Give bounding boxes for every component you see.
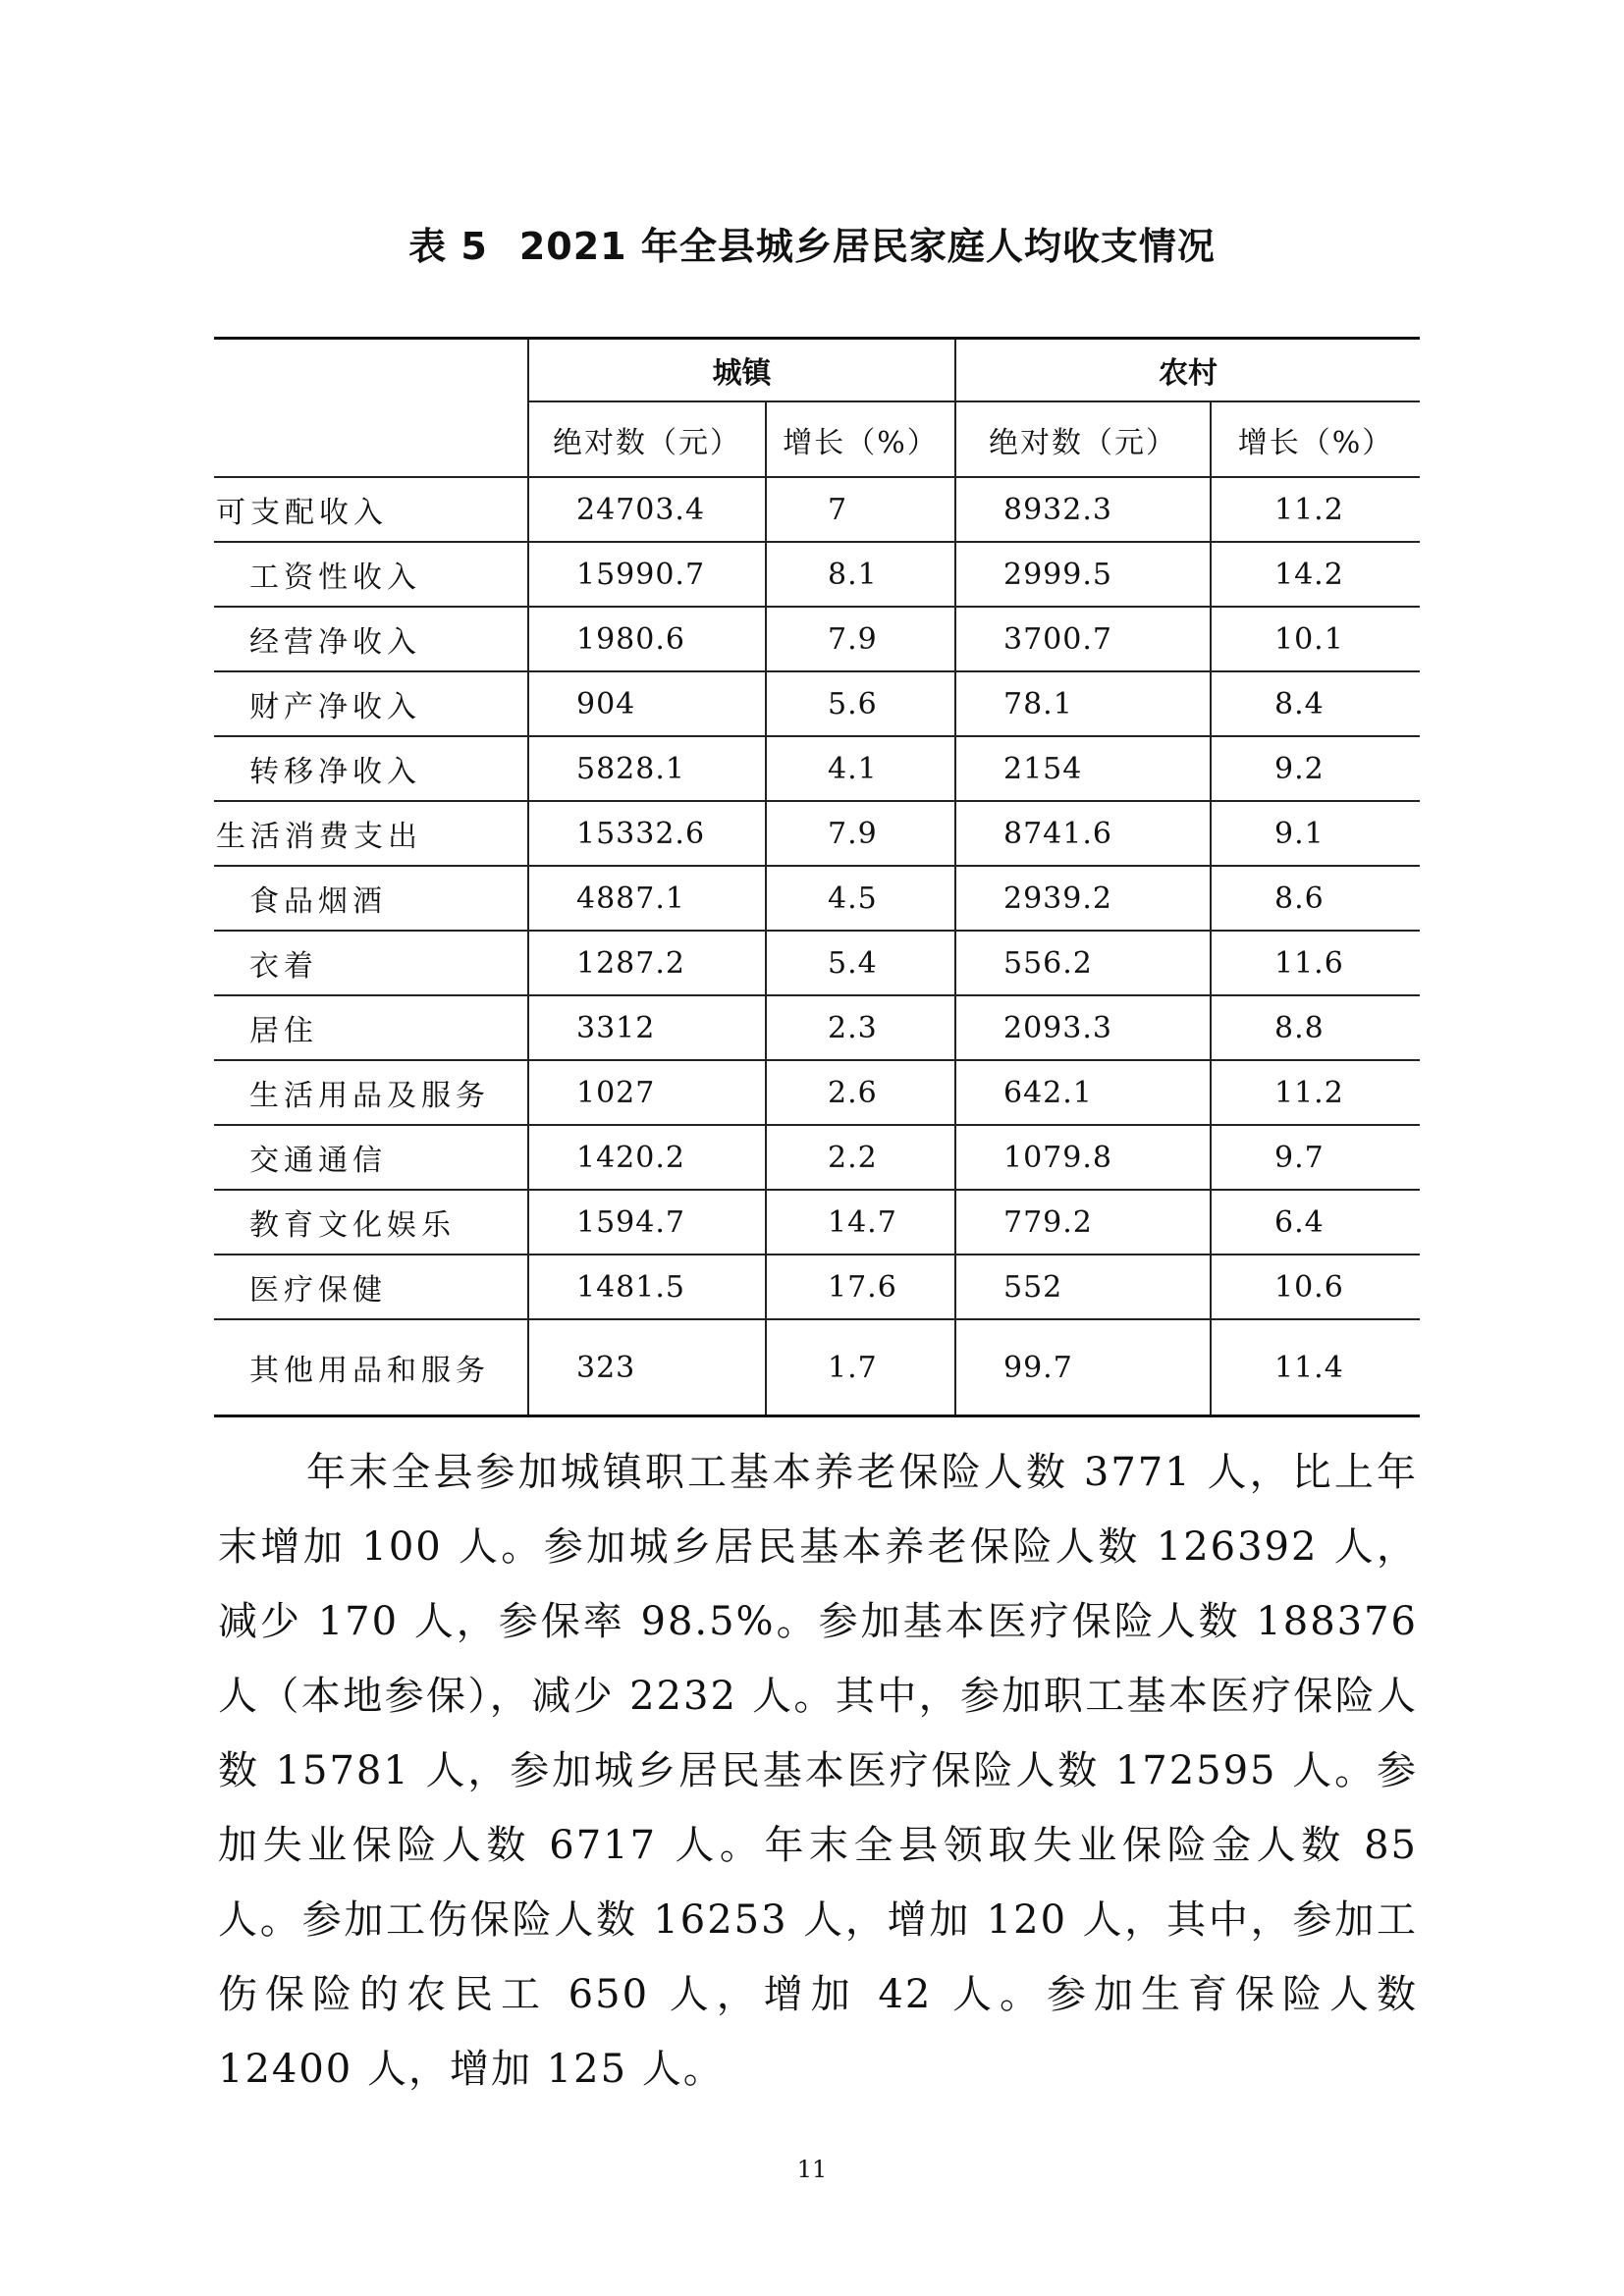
urban-abs-cell: 5828.1 [528, 736, 766, 801]
table-row [214, 736, 1420, 801]
urban-growth-cell: 7.9 [766, 607, 955, 671]
rural-abs-cell: 2093.3 [955, 995, 1211, 1060]
rural-growth-cell: 9.1 [1211, 801, 1420, 866]
table-row [214, 1255, 1420, 1319]
row-label: 工资性收入 [214, 542, 528, 607]
urban-abs-cell: 904 [528, 671, 766, 736]
urban-growth-cell: 4.1 [766, 736, 955, 801]
urban-growth-cell: 2.2 [766, 1125, 955, 1190]
urban-growth-cell: 2.6 [766, 1060, 955, 1125]
urban-growth-cell: 14.7 [766, 1190, 955, 1255]
page-number: 11 [796, 2156, 828, 2183]
urban-growth-cell: 1.7 [766, 1319, 955, 1416]
rural-growth-cell: 10.1 [1211, 607, 1420, 671]
row-label: 生活消费支出 [214, 801, 528, 866]
rural-growth-cell: 11.2 [1211, 477, 1420, 542]
urban-growth-cell: 7 [766, 477, 955, 542]
table-row [214, 931, 1420, 995]
rural-abs-cell: 8741.6 [955, 801, 1211, 866]
rural-abs-cell: 552 [955, 1255, 1211, 1319]
rural-abs-cell: 642.1 [955, 1060, 1211, 1125]
rural-growth-cell: 6.4 [1211, 1190, 1420, 1255]
urban-growth-cell: 2.3 [766, 995, 955, 1060]
corner-cell [214, 339, 528, 478]
urban-growth-cell: 7.9 [766, 801, 955, 866]
table-row [214, 1190, 1420, 1255]
urban-abs-cell: 1481.5 [528, 1255, 766, 1319]
table-row [214, 1319, 1420, 1416]
rural-abs-cell: 2999.5 [955, 542, 1211, 607]
table-row [214, 542, 1420, 607]
row-label: 居住 [214, 995, 528, 1060]
urban-abs-cell: 1027 [528, 1060, 766, 1125]
table-row [214, 866, 1420, 931]
urban-growth-cell: 17.6 [766, 1255, 955, 1319]
rural-growth-header: 增长（%） [1211, 401, 1420, 477]
table-row [214, 671, 1420, 736]
urban-abs-cell: 4887.1 [528, 866, 766, 931]
rural-abs-cell: 2154 [955, 736, 1211, 801]
row-label: 转移净收入 [214, 736, 528, 801]
rural-abs-cell: 779.2 [955, 1190, 1211, 1255]
rural-growth-cell: 11.6 [1211, 931, 1420, 995]
rural-growth-cell: 9.2 [1211, 736, 1420, 801]
rural-abs-cell: 99.7 [955, 1319, 1211, 1416]
table-row [214, 477, 1420, 542]
rural-abs-header: 绝对数（元） [955, 401, 1211, 477]
rural-abs-cell: 78.1 [955, 671, 1211, 736]
rural-growth-cell: 9.7 [1211, 1125, 1420, 1190]
urban-abs-cell: 15990.7 [528, 542, 766, 607]
row-label: 经营净收入 [214, 607, 528, 671]
income-expenditure-table [214, 337, 1420, 1417]
table-row [214, 607, 1420, 671]
row-label: 财产净收入 [214, 671, 528, 736]
table-row [214, 1125, 1420, 1190]
table-number: 表 5 [408, 225, 488, 268]
urban-abs-cell: 323 [528, 1319, 766, 1416]
row-label: 衣着 [214, 931, 528, 995]
table-row [214, 801, 1420, 866]
row-label: 生活用品及服务 [214, 1060, 528, 1125]
rural-growth-cell: 8.8 [1211, 995, 1420, 1060]
rural-abs-cell: 556.2 [955, 931, 1211, 995]
urban-abs-cell: 15332.6 [528, 801, 766, 866]
row-label: 交通通信 [214, 1125, 528, 1190]
row-label: 可支配收入 [214, 477, 528, 542]
row-label: 教育文化娱乐 [214, 1190, 528, 1255]
rural-growth-cell: 11.4 [1211, 1319, 1420, 1416]
group-header-row [214, 339, 1420, 402]
table-row [214, 1060, 1420, 1125]
rural-abs-cell: 3700.7 [955, 607, 1211, 671]
urban-abs-cell: 1420.2 [528, 1125, 766, 1190]
urban-abs-cell: 24703.4 [528, 477, 766, 542]
rural-growth-cell: 8.4 [1211, 671, 1420, 736]
row-label: 其他用品和服务 [214, 1319, 528, 1416]
urban-header: 城镇 [528, 339, 955, 402]
body-paragraph-container [218, 1435, 1418, 2107]
urban-abs-cell: 1594.7 [528, 1190, 766, 1255]
rural-header: 农村 [955, 339, 1420, 402]
urban-abs-cell: 1287.2 [528, 931, 766, 995]
urban-abs-cell: 3312 [528, 995, 766, 1060]
rural-abs-cell: 2939.2 [955, 866, 1211, 931]
urban-growth-cell: 5.6 [766, 671, 955, 736]
body-paragraph: 年末全县参加城镇职工基本养老保险人数 3771 人，比上年末增加 100 人。参加城乡居民基本养老保险人数 126392 人，减少 170 人，参保率 98.5%。参加基本医疗保险人数 188376 人（本地参保），减少 2232 人。其中，参加职工基本医疗保险人数 15781 人，参加城乡居民基本医疗保险人数 172595 人。参加失业保险人数 6717 人。年末全县领取失业保险金人数 85 人。参加工伤保险人数 16253 人，增加 120 人，其中，参加工伤保险的农民工 650 人，增加 42 人。参加生育保险人数 12400 人，增加 125 人。 [218, 1450, 1418, 2092]
urban-abs-cell: 1980.6 [528, 607, 766, 671]
rural-growth-cell: 14.2 [1211, 542, 1420, 607]
table-row [214, 995, 1420, 1060]
row-label: 食品烟酒 [214, 866, 528, 931]
urban-growth-cell: 8.1 [766, 542, 955, 607]
urban-abs-header: 绝对数（元） [528, 401, 766, 477]
rural-growth-cell: 8.6 [1211, 866, 1420, 931]
rural-growth-cell: 11.2 [1211, 1060, 1420, 1125]
rural-abs-cell: 8932.3 [955, 477, 1211, 542]
rural-abs-cell: 1079.8 [955, 1125, 1211, 1190]
urban-growth-cell: 5.4 [766, 931, 955, 995]
urban-growth-cell: 4.5 [766, 866, 955, 931]
table-title [0, 222, 1624, 271]
rural-growth-cell: 10.6 [1211, 1255, 1420, 1319]
row-label: 医疗保健 [214, 1255, 528, 1319]
table-title-text: 2021 年全县城乡居民家庭人均收支情况 [518, 225, 1216, 268]
urban-growth-header: 增长（%） [766, 401, 955, 477]
